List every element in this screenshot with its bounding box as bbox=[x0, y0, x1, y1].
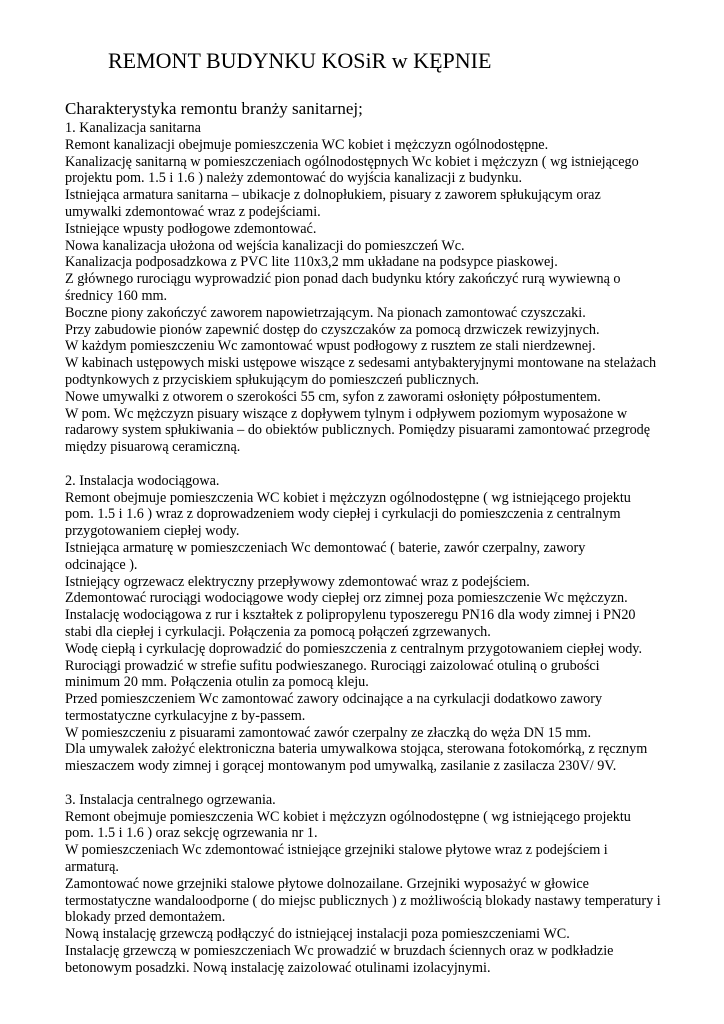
section-title: 2. Instalacja wodociągowa. bbox=[65, 472, 220, 489]
text-line: W pomieszczeniach Wc zdemontować istniejące grzejniki stalowe płytowe wraz z podejściem i bbox=[65, 842, 608, 859]
section-title: 1. Kanalizacja sanitarna bbox=[65, 120, 201, 136]
text-line: Istniejąca armatura sanitarna – ubikacje z dolnopłukiem, pisuary z zaworem spłukującym oraz bbox=[65, 187, 601, 204]
text-line: Zamontować nowe grzejniki stalowe płytowe dolnozailane. Grzejniki wyposażyć w głowice bbox=[65, 875, 589, 892]
text-line: Remont obejmuje pomieszczenia WC kobiet i mężczyzn ogólnodostępne ( wg istniejącego projektu bbox=[65, 808, 631, 825]
text-line: średnicy 160 mm. bbox=[65, 287, 168, 304]
text-line: Przed pomieszczeniem Wc zamontować zawory odcinające a na cyrkulacji dodatkowo zawory bbox=[65, 691, 603, 708]
section-heading: Charakterystyka remontu branży sanitarnej; bbox=[65, 99, 363, 118]
text-line: W kabinach ustępowych miski ustępowe wiszące z sedesami antybakteryjnymi montowane na stelażach bbox=[65, 355, 657, 372]
text-line: Remont kanalizacji obejmuje pomieszczenia WC kobiet i mężczyzn ogólnodostępne. bbox=[65, 136, 549, 153]
text-line: projektu pom. 1.5 i 1.6 ) należy zdemontować do wyjścia kanalizacji z budynku. bbox=[65, 170, 523, 187]
sections bbox=[65, 120, 705, 977]
text-line: Zdemontować rurociągi wodociągowe wody ciepłej orz zimnej poza pomieszczenie Wc mężczyzn. bbox=[65, 590, 628, 607]
text-line: Rurociągi prowadzić w strefie sufitu podwieszanego. Rurociągi zaizolować otuliną o grubości bbox=[65, 657, 600, 674]
section-2 bbox=[65, 473, 705, 775]
text-line: blokady przed demontażem. bbox=[65, 909, 226, 926]
text-line: termostatyczne cyrkulacyjne z by-passem. bbox=[65, 707, 306, 724]
text-line: W każdym pomieszczeniu Wc zamontować wpust podłogowy z rusztem ze stali nierdzewnej. bbox=[65, 338, 596, 355]
text-line: Istniejący ogrzewacz elektryczny przepływowy zdemontować wraz z podejściem. bbox=[65, 573, 530, 590]
section-1 bbox=[65, 120, 705, 456]
text-line: odcinające ). bbox=[65, 556, 138, 573]
text-line: W pomieszczeniu z pisuarami zamontować zawór czerpalny ze złaczką do węża DN 15 mm. bbox=[65, 724, 592, 741]
text-line: armaturą. bbox=[65, 859, 119, 876]
text-line: przygotowaniem ciepłej wody. bbox=[65, 523, 240, 540]
text-line: Kanalizację sanitarną w pomieszczeniach ogólnodostępnych Wc kobiet i mężczyzn ( wg istniejącego bbox=[65, 153, 639, 170]
text-line: Boczne piony zakończyć zaworem napowietrzającym. Na pionach zamontować czyszczaki. bbox=[65, 304, 586, 321]
text-line: umywalki zdemontować wraz z podejściami. bbox=[65, 203, 321, 220]
text-line: minimum 20 mm. Połączenia otulin za pomocą kleju. bbox=[65, 674, 369, 691]
text-line: między pisuarową ceramiczną. bbox=[65, 439, 241, 456]
text-line: Instalację grzewczą w pomieszczeniach Wc prowadzić w bruzdach ściennych oraz w podkładzie bbox=[65, 943, 614, 960]
text-line: Nowe umywalki z otworem o szerokości 55 cm, syfon z zaworami osłonięty półpostumentem. bbox=[65, 388, 601, 405]
text-line: termostatyczne wandaloodporne ( do miejsc publicznych ) z możliwością blokady nastawy temperatury i bbox=[65, 892, 661, 909]
text-line: Nowa kanalizacja ułożona od wejścia kanalizacji do pomieszczeń Wc. bbox=[65, 237, 465, 254]
text-line: Remont obejmuje pomieszczenia WC kobiet i mężczyzn ogólnodostępne ( wg istniejącego projektu bbox=[65, 489, 631, 506]
text-line: Kanalizacja podposadzkowa z PVC lite 110x3,2 mm układane na podsypce piaskowej. bbox=[65, 254, 558, 271]
text-line: Przy zabudowie pionów zapewnić dostęp do czyszczaków za pomocą drzwiczek rewizyjnych. bbox=[65, 321, 600, 338]
section-title: 3. Instalacja centralnego ogrzewania. bbox=[65, 791, 276, 808]
text-line: pom. 1.5 i 1.6 ) wraz z doprowadzeniem wody ciepłej i cyrkulacji do pomieszczenia z centralnym bbox=[65, 506, 621, 523]
text-line: Nową instalację grzewczą podłączyć do istniejącej instalacji poza pomieszczeniami WC. bbox=[65, 926, 570, 943]
text-line: podtynkowych z przyciskiem spłukującym do pomieszczeń publicznych. bbox=[65, 371, 480, 388]
text-line: Dla umywalek założyć elektroniczna bateria umywalkowa stojąca, sterowana fotokomórką, z ręcznym bbox=[65, 741, 648, 758]
text-line: pom. 1.5 i 1.6 ) oraz sekcję ogrzewania nr 1. bbox=[65, 825, 318, 842]
section-3 bbox=[65, 792, 705, 977]
text-line: betonowym posadzki. Nową instalację zaizolować otulinami izolacyjnymi. bbox=[65, 959, 491, 976]
text-line: stabi dla ciepłej i cyrkulacji. Połączenia za pomocą połączeń zgrzewanych. bbox=[65, 623, 491, 640]
text-line: Instalację wodociągowa z rur i kształtek z polipropylenu typoszeregu PN16 dla wody zimnej i PN20 bbox=[65, 607, 636, 624]
text-line: radarowy system spłukiwania – do obiektów publicznych. Pomiędzy pisuarami zamontować przegrodę bbox=[65, 422, 651, 439]
document-title: REMONT BUDYNKU KOSiR w KĘPNIE bbox=[108, 48, 492, 73]
text-line: mieszaczem wody zimnej i gorącej montowanym pod umywalką, zasilanie z zasilacza 230V/ 9V. bbox=[65, 758, 617, 775]
text-line: Z głównego rurociągu wyprowadzić pion ponad dach budynku który zakończyć rurą wywiewną o bbox=[65, 271, 621, 288]
document-body bbox=[65, 98, 705, 977]
text-line: Istniejąca armaturę w pomieszczeniach Wc demontować ( baterie, zawór czerpalny, zawory bbox=[65, 539, 586, 556]
text-line: Wodę ciepłą i cyrkulację doprowadzić do pomieszczenia z centralnym przygotowaniem ciepłej wody. bbox=[65, 640, 643, 657]
text-line: W pom. Wc mężczyzn pisuary wiszące z dopływem tylnym i odpływem poziomym wyposażone w bbox=[65, 405, 628, 422]
text-line: Istniejące wpusty podłogowe zdemontować. bbox=[65, 220, 317, 237]
